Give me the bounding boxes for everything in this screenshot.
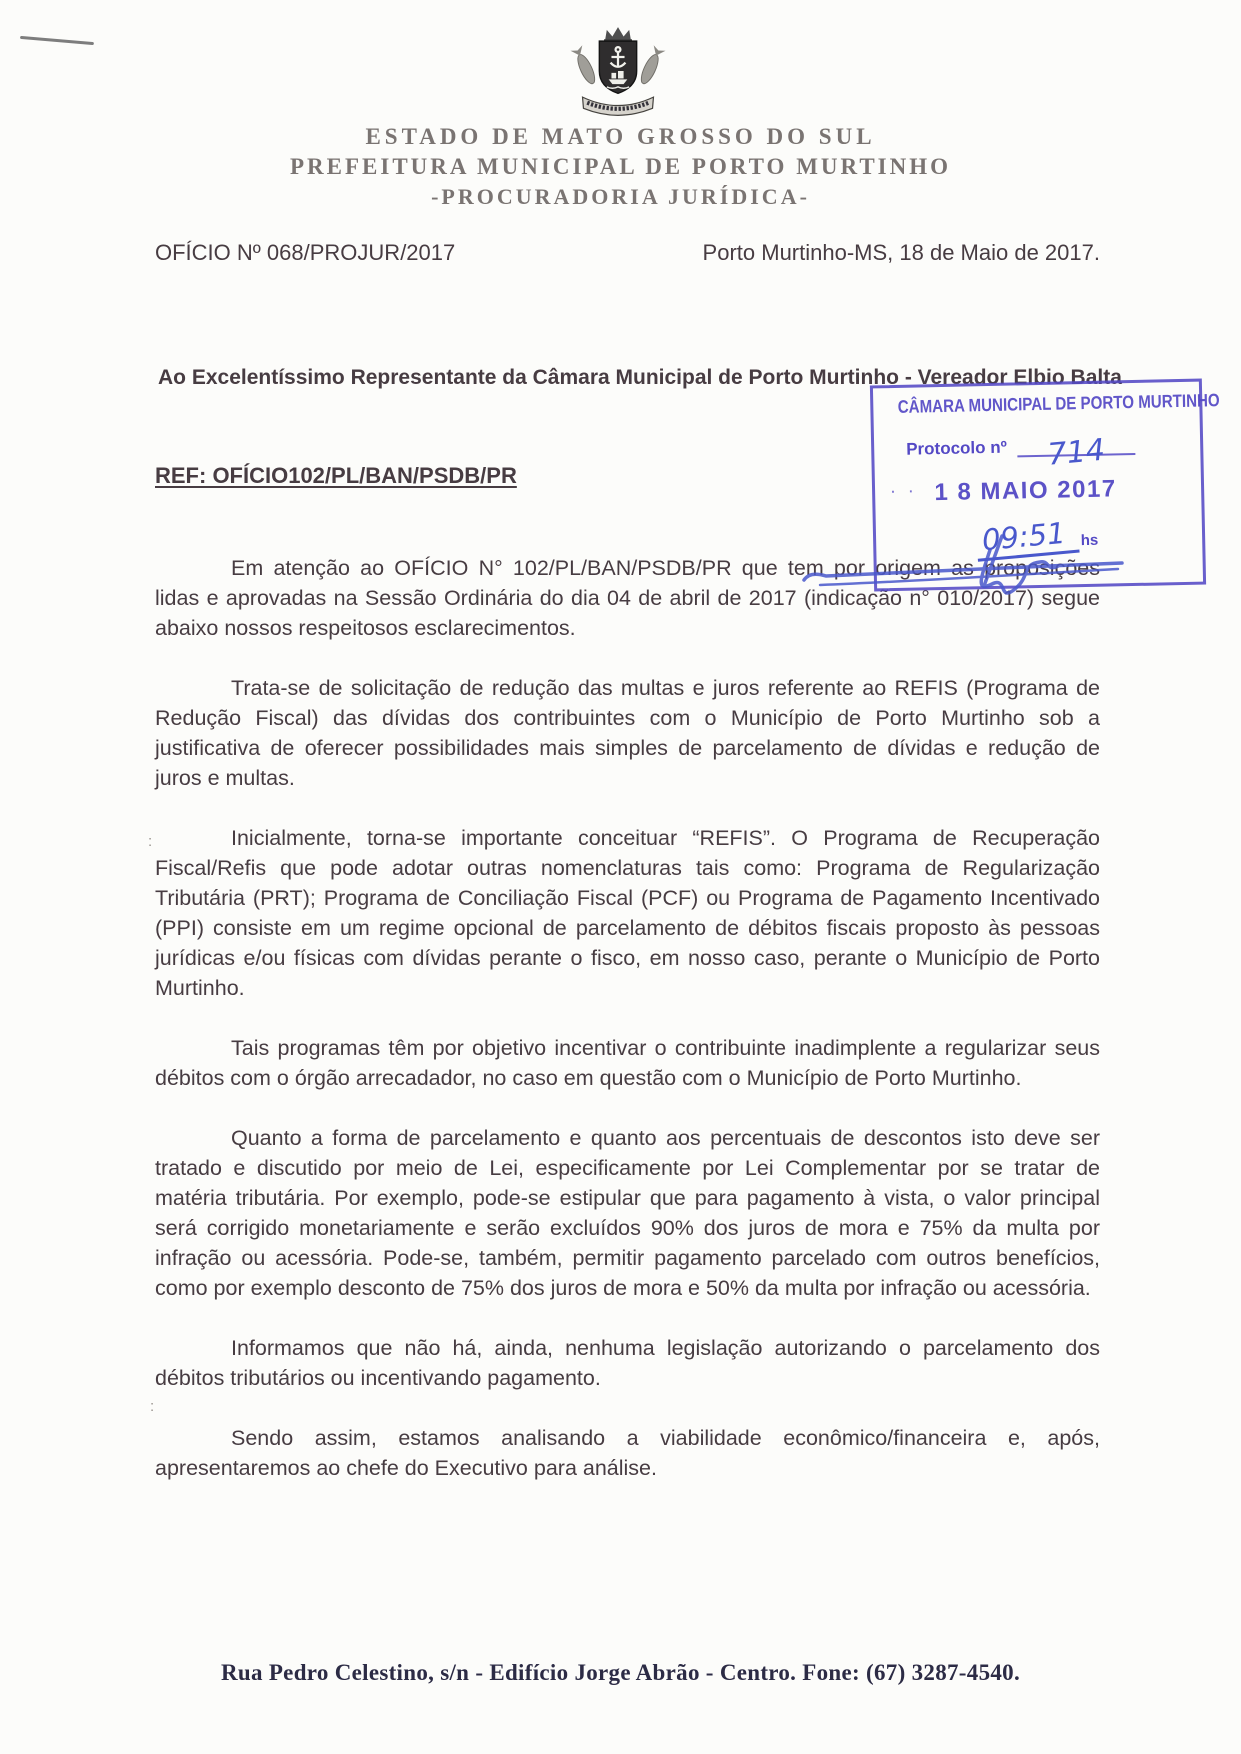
letterhead-state: ESTADO DE MATO GROSSO DO SUL (365, 124, 876, 149)
paragraph-6: Informamos que não há, ainda, nenhuma legislação autorizando o parcelamento dos débitos tributários ou incentivando pagamento. (155, 1336, 1100, 1390)
paragraph-4: Tais programas têm por objetivo incentivar o contribuinte inadimplente a regularizar seus débitos com o órgão arrecadador, no caso em questão com o Município de Porto Murtinho. (155, 1036, 1100, 1090)
paragraph-2: Trata-se de solicitação de redução das multas e juros referente ao REFIS (Programa de Redução Fiscal) das dívidas dos contribuintes com o Município de Porto Murtinho sob a justificativa de oferecer possibilidades mais simples de parcelamento de dívidas e redução de juros e multas. (155, 676, 1100, 790)
stamp-protocol-label: Protocolo nº (906, 437, 1008, 459)
stamp-date: 1 8 MAIO 2017 (934, 475, 1117, 507)
reference-line: REF: OFÍCIO102/PL/BAN/PSDB/PR (155, 463, 517, 488)
oficio-number: OFÍCIO Nº 068/PROJUR/2017 (155, 240, 456, 265)
letter-body (155, 553, 1100, 1513)
scan-speck: : (150, 1398, 155, 1415)
scan-speck: : (148, 833, 153, 850)
protocol-stamp (870, 379, 1220, 592)
paragraph-1: Em atenção ao OFÍCIO N° 102/PL/BAN/PSDB/PR que tem por origem as proposições lidas e aprovadas na Sessão Ordinária do dia 04 de abril de 2017 (indicação n° 010/2017) segue abaixo nossos respeitosos esclarecimentos. (155, 556, 1100, 640)
document-meta-row (155, 240, 1100, 266)
stamp-protocol-row (906, 429, 1135, 473)
footer-address: Rua Pedro Celestino, s/n - Edifício Jorge Abrão - Centro. Fone: (67) 3287-4540. (220, 1660, 1021, 1685)
paragraph-3: Inicialmente, torna-se importante conceituar “REFIS”. O Programa de Recuperação Fiscal/Refis que pode adotar outras nomenclaturas tais como: Programa de Regularização Tributária (PRT); Programa de Conciliação Fiscal (PCF) ou Programa de Pagamento Incentivado (PPI) consiste em um regime opcional de parcelamento de débitos fiscais proposto às pessoas jurídicas e/ou físicas com dívidas perante o fisco, em nosso caso, perante o Município de Porto Murtinho. (155, 826, 1100, 1000)
letterhead-municipality: PREFEITURA MUNICIPAL DE PORTO MURTINHO (289, 154, 951, 179)
letterhead (0, 124, 1241, 210)
letterhead-department: -PROCURADORIA JURÍDICA- (431, 184, 810, 209)
stamp-time-row (976, 515, 1099, 559)
municipal-coat-of-arms-icon (562, 18, 674, 124)
paragraph-7: Sendo assim, estamos analisando a viabilidade econômico/financeira e, após, apresentaremos ao chefe do Executivo para análise. (155, 1426, 1100, 1480)
stamp-date-row (891, 475, 1117, 508)
place-date-line: Porto Murtinho-MS, 18 de Maio de 2017. (702, 240, 1100, 265)
paragraph-5: Quanto a forma de parcelamento e quanto aos percentuais de descontos isto deve ser tratado e discutido por meio de Lei, especificamente por Lei Complementar por se tratar de matéria tributária. Por exemplo, pode-se estipular que para pagamento à vista, o valor principal será corrigido monetariamente e serão excluídos 90% dos juros de mora e 75% da multa por infração ou acessória. Pode-se, também, permitir pagamento parcelado com outros benefícios, como por exemplo desconto de 75% dos juros de mora e 50% da multa por infração ou acessória. (155, 1126, 1100, 1300)
stamp-ink-dots: · · (890, 483, 919, 500)
stamp-time-unit: hs (1080, 531, 1099, 550)
stamp-protocol-field (1017, 429, 1136, 473)
stamp-title: CÂMARA MUNICIPAL DE PORTO MURTINHO (897, 390, 1220, 417)
stamp-time-handwritten: 09:51 (975, 515, 1080, 562)
stamp-protocol-number-handwritten: 714 (1046, 432, 1107, 473)
scan-artifact-line (20, 36, 94, 45)
addressee-line: Ao Excelentíssimo Representante da Câmara Municipal de Porto Murtinho - Vereador Elbio Balta (158, 366, 1122, 389)
